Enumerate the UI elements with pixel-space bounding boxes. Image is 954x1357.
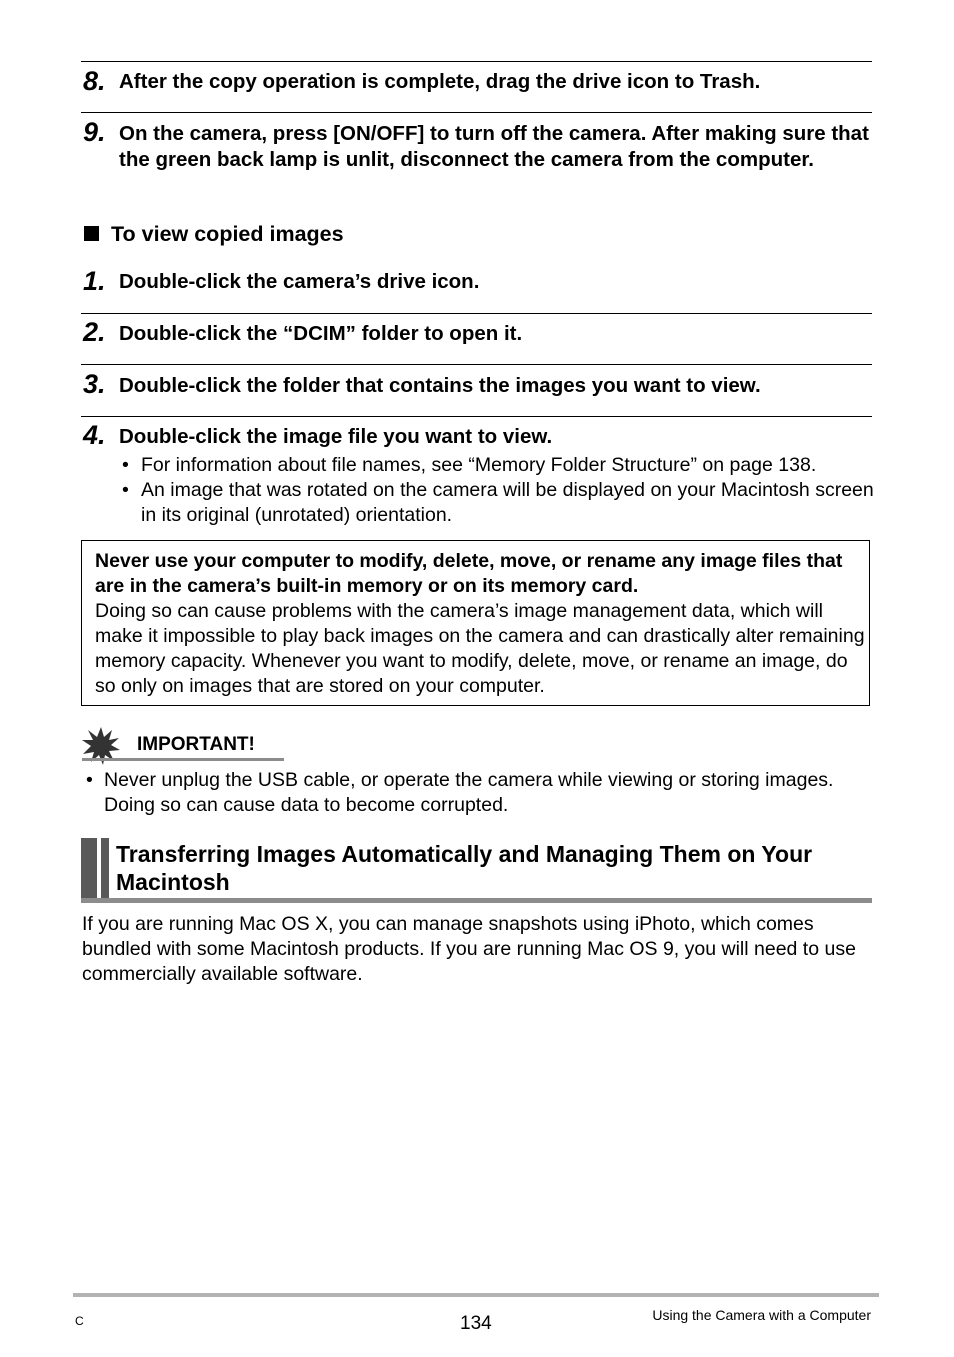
divider <box>81 61 872 62</box>
note-bold-text: Never use your computer to modify, delete, move, or rename any image files that are in the camera’s built-in memory or on its memory card. <box>95 550 843 597</box>
subheading-text: To view copied images <box>111 222 344 246</box>
step-text: Double-click the “DCIM” folder to open it. <box>119 322 523 345</box>
step-text: Double-click the camera’s drive icon. <box>119 270 480 293</box>
section-body: If you are running Mac OS X, you can manage snapshots using iPhoto, which comes bundled with some Macintosh products. If you are running Mac OS 9, you will need to use commercially available software. <box>82 913 856 985</box>
bullet-text: An image that was rotated on the camera will be displayed on your Macintosh screen in its original (unrotated) orientation. <box>141 479 874 526</box>
note-body-text: Doing so can cause problems with the camera’s image management data, which will make it impossible to play back images on the camera and can drastically alter remaining memory capacity. Whenever you want to modify, delete, move, or rename an image, do so only on images that are stored on your computer. <box>95 600 865 697</box>
section-bar <box>81 838 97 900</box>
bullet-dot: • <box>86 769 93 791</box>
footer-rule <box>73 1293 879 1297</box>
page-number: 134 <box>460 1313 492 1334</box>
footer-left-mark: C <box>75 1314 84 1328</box>
divider <box>81 112 872 113</box>
step-number: 9. <box>83 117 106 147</box>
bullet-text: For information about file names, see “Memory Folder Structure” on page 138. <box>141 454 817 476</box>
step-number: 2. <box>83 317 106 347</box>
step-text: Double-click the image file you want to view. <box>119 425 553 448</box>
step-text: Double-click the folder that contains the images you want to view. <box>119 374 761 397</box>
footer-chapter: Using the Camera with a Computer <box>652 1307 871 1323</box>
section-underline <box>81 898 872 903</box>
divider <box>81 416 872 417</box>
important-label: IMPORTANT! <box>137 734 255 755</box>
divider <box>81 313 872 314</box>
section-bar <box>101 838 109 900</box>
section-title: Transferring Images Automatically and Managing Them on Your Macintosh <box>116 841 813 895</box>
note-box <box>81 540 870 706</box>
step-number: 8. <box>83 66 106 96</box>
divider <box>81 364 872 365</box>
step-number: 3. <box>83 369 106 399</box>
bullet-dot: • <box>122 479 129 501</box>
step-number: 4. <box>83 420 106 450</box>
important-underline <box>82 758 284 761</box>
step-number: 1. <box>83 266 106 296</box>
subheading <box>84 220 344 248</box>
step-text: On the camera, press [ON/OFF] to turn off the camera. After making sure that the green back lamp is unlit, disconnect the camera from the computer. <box>119 122 869 171</box>
step-text: After the copy operation is complete, drag the drive icon to Trash. <box>119 70 761 93</box>
square-bullet-icon <box>84 226 99 241</box>
important-bullet-text: Never unplug the USB cable, or operate the camera while viewing or storing images. Doing so can cause data to become corrupted. <box>104 769 834 816</box>
bullet-dot: • <box>122 454 129 476</box>
